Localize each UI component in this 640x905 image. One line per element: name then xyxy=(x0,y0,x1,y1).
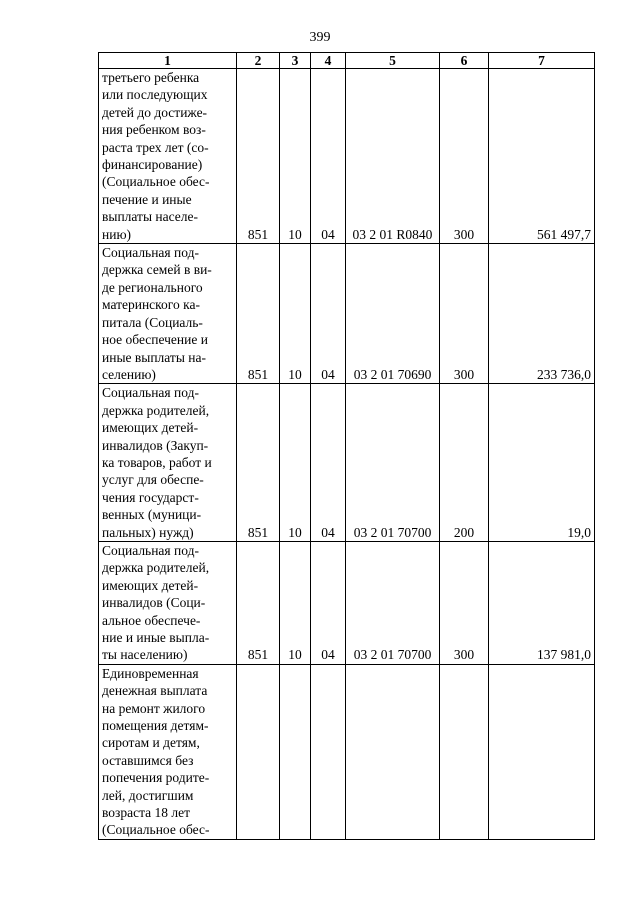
header-col-4: 4 xyxy=(311,53,346,69)
row-expense-type: 300 xyxy=(440,541,489,664)
table-row xyxy=(99,384,595,542)
row-amount: 233 736,0 xyxy=(489,244,595,384)
row-ministry-code: 851 xyxy=(237,384,280,542)
row-expense-type xyxy=(440,664,489,839)
table-row xyxy=(99,244,595,384)
header-col-3: 3 xyxy=(280,53,311,69)
row-section: 10 xyxy=(280,541,311,664)
table-row xyxy=(99,541,595,664)
row-target-article: 03 2 01 70700 xyxy=(346,384,440,542)
row-expense-type: 200 xyxy=(440,384,489,542)
row-section: 10 xyxy=(280,384,311,542)
row-name: третьего ребенка или последующих детей до достиже- ния ребенком воз- раста трех лет (со- финансирование) (Социальное обес- печение и иные выплаты населе- нию) xyxy=(99,69,237,244)
row-name: Социальная под- держка родителей, имеющих детей- инвалидов (Соци- альное обеспече- ние и иные выпла- ты населению) xyxy=(99,541,237,664)
row-amount xyxy=(489,664,595,839)
row-name: Социальная под- держка семей в ви- де регионального материнского ка- питала (Социаль- ное обеспечение и иные выплаты на- селению) xyxy=(99,244,237,384)
table-row xyxy=(99,664,595,839)
row-subsection: 04 xyxy=(311,69,346,244)
row-subsection: 04 xyxy=(311,541,346,664)
row-ministry-code: 851 xyxy=(237,541,280,664)
header-row xyxy=(99,53,595,69)
row-amount: 561 497,7 xyxy=(489,69,595,244)
row-target-article: 03 2 01 R0840 xyxy=(346,69,440,244)
row-section xyxy=(280,664,311,839)
row-name: Единовременная денежная выплата на ремонт жилого помещения детям- сиротам и детям, оставшимся без попечения родите- лей, достигшим возраста 18 лет (Социальное обес- xyxy=(99,664,237,839)
header-col-7: 7 xyxy=(489,53,595,69)
budget-table xyxy=(98,52,595,840)
row-ministry-code: 851 xyxy=(237,244,280,384)
table-row xyxy=(99,69,595,244)
row-subsection: 04 xyxy=(311,244,346,384)
header-col-2: 2 xyxy=(237,53,280,69)
row-section: 10 xyxy=(280,244,311,384)
header-col-1: 1 xyxy=(99,53,237,69)
row-ministry-code: 851 xyxy=(237,69,280,244)
row-expense-type: 300 xyxy=(440,244,489,384)
page-number: 399 xyxy=(309,30,331,45)
row-subsection xyxy=(311,664,346,839)
row-ministry-code xyxy=(237,664,280,839)
row-amount: 137 981,0 xyxy=(489,541,595,664)
row-name: Социальная под- держка родителей, имеющих детей- инвалидов (Закуп- ка товаров, работ и услуг для обеспе- чения государст- венных (муници- пальных) нужд) xyxy=(99,384,237,542)
row-target-article: 03 2 01 70700 xyxy=(346,541,440,664)
row-amount: 19,0 xyxy=(489,384,595,542)
row-expense-type: 300 xyxy=(440,69,489,244)
row-target-article xyxy=(346,664,440,839)
header-col-5: 5 xyxy=(346,53,440,69)
row-section: 10 xyxy=(280,69,311,244)
row-subsection: 04 xyxy=(311,384,346,542)
row-target-article: 03 2 01 70690 xyxy=(346,244,440,384)
header-col-6: 6 xyxy=(440,53,489,69)
